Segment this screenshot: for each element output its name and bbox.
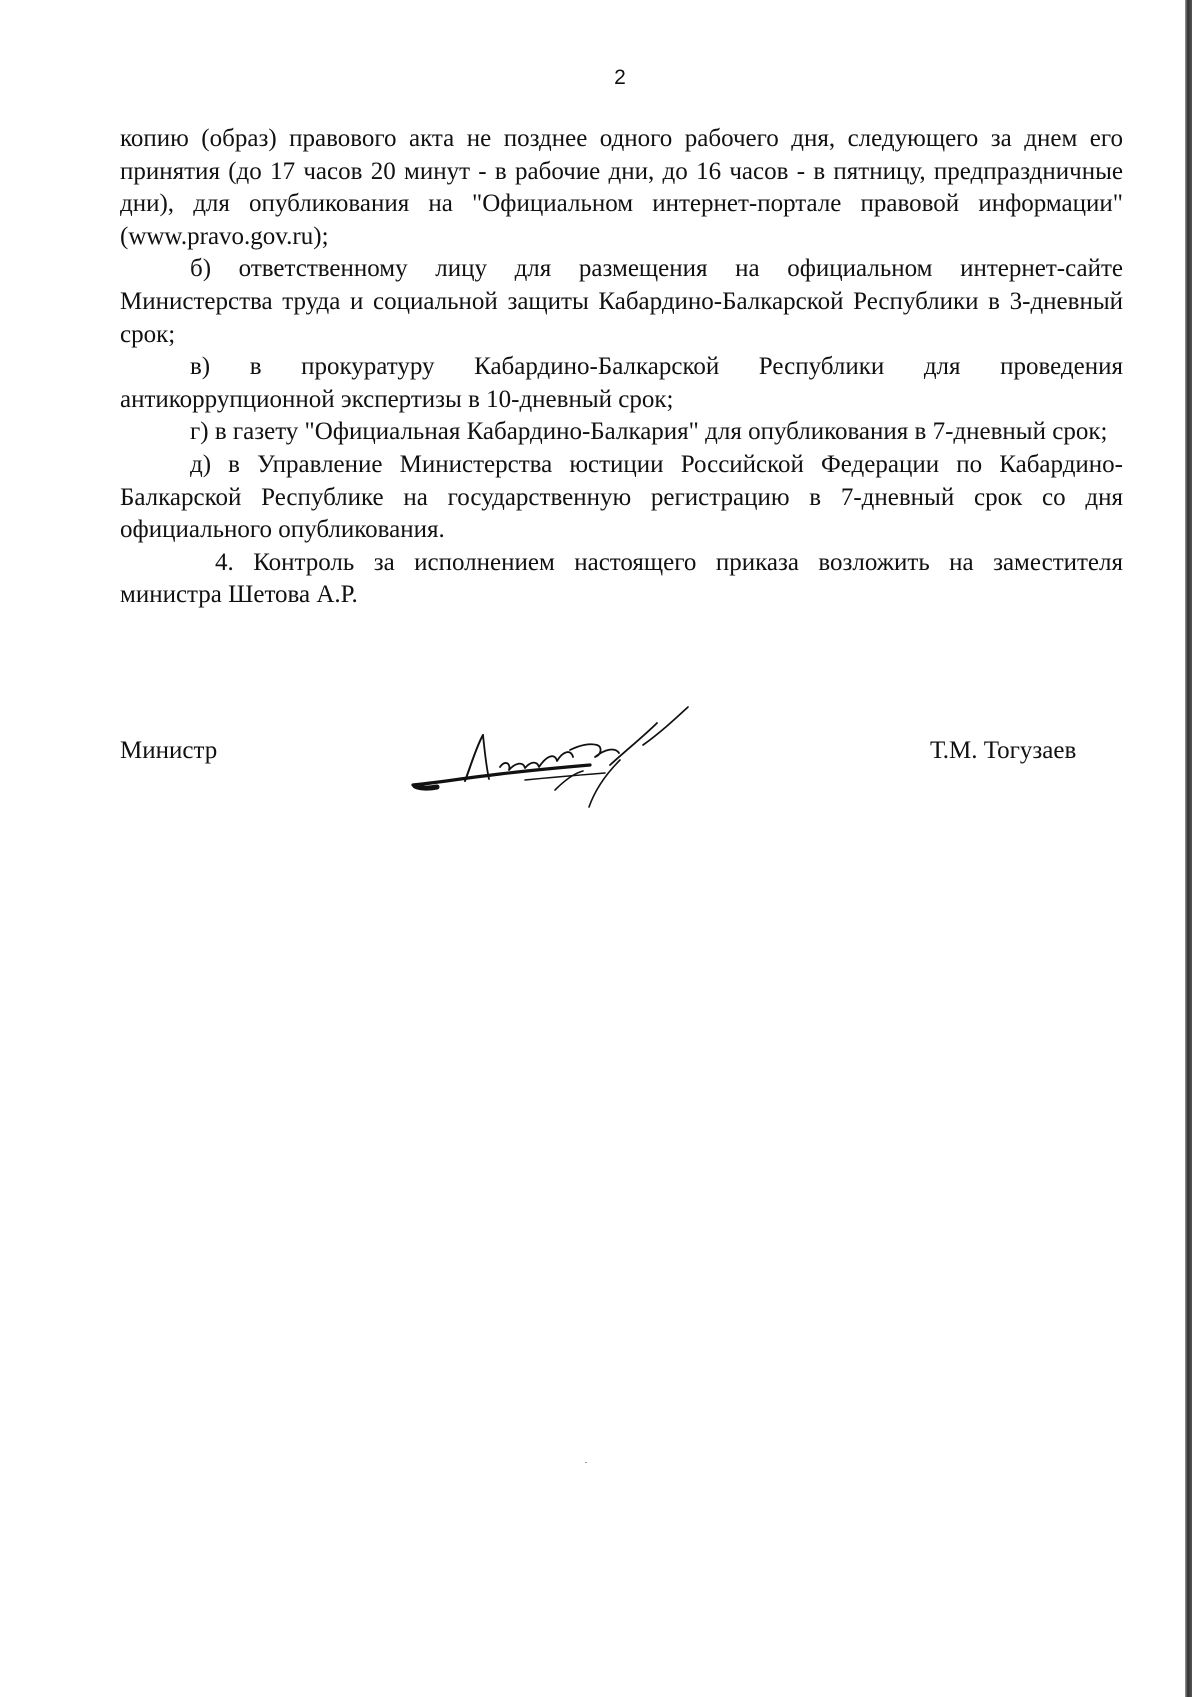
scan-speck xyxy=(585,1462,587,1463)
handwritten-signature xyxy=(405,705,735,815)
paragraph-continuation: копию (образ) правового акта не позднее одного рабочего дня, следующего за днем его принятия (до 17 часов 20 минут - в рабочие дни, до 16 часов - в пятницу, предпраздничные дни), для опубликования на "Официальном интернет-портале правовой информации" (www.pravo.gov.ru); xyxy=(120,125,1123,250)
signatory-name: Т.М. Тогузаев xyxy=(930,737,1077,764)
paragraph-clause-4: 4. Контроль за исполнением настоящего приказа возложить на заместителя министра Шетова А.Р. xyxy=(120,548,1123,609)
paragraph-item-b: б) ответственному лицу для размещения на официальном интернет-сайте Министерства труда и социальной защиты Кабардино-Балкарской Республики в 3-дневный срок; xyxy=(120,255,1123,348)
paragraph-item-v: в) в прокуратуру Кабардино-Балкарской Республики для проведения антикоррупционной экспертизы в 10-дневный срок; xyxy=(120,353,1123,413)
paragraph-item-d: д) в Управление Министерства юстиции Российской Федерации по Кабардино-Балкарской Республике на государственную регистрацию в 7-дневный срок со дня официального опубликования. xyxy=(120,450,1123,544)
page-edge xyxy=(1185,0,1192,1697)
document-body xyxy=(120,123,1123,612)
paragraph-item-g: г) в газету "Официальная Кабардино-Балкария" для опубликования в 7-дневный срок; xyxy=(190,418,1108,446)
signatory-title: Министр xyxy=(120,737,218,764)
page-number: 2 xyxy=(614,66,626,89)
